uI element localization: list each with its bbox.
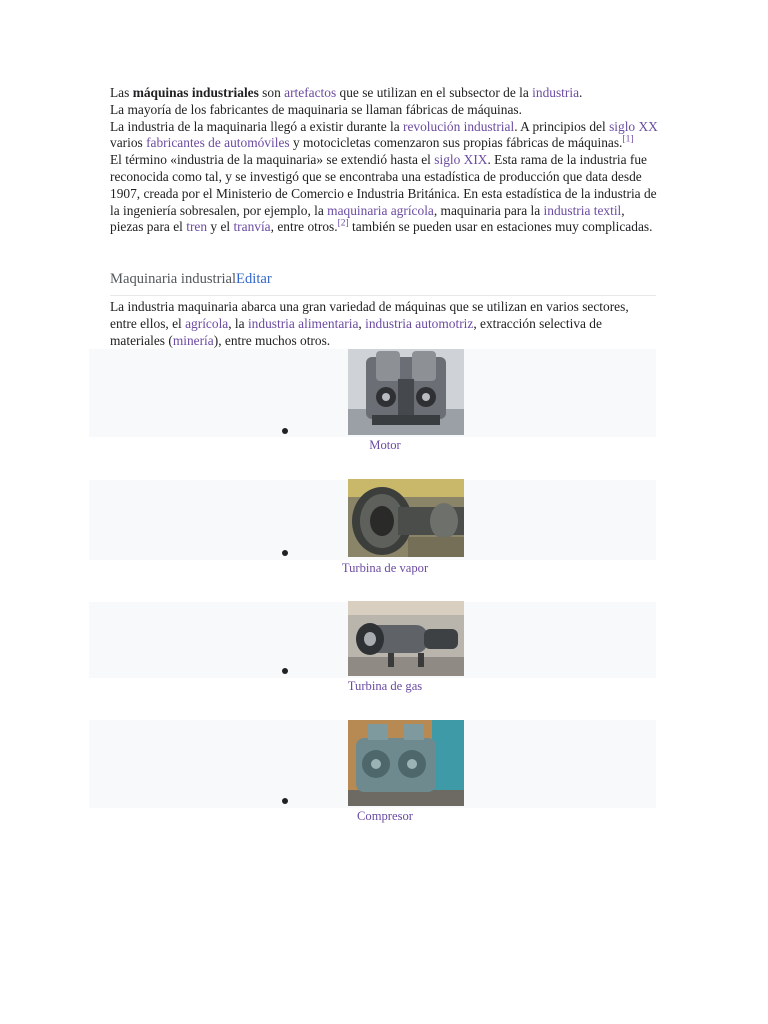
link-revolucion-industrial[interactable]: revolución industrial [403,118,515,134]
reference-2[interactable]: [2] [337,218,349,229]
text: La industria de la maquinaria llegó a existir durante la [110,118,403,134]
text: La mayoría de los fabricantes de maquinaria se llaman fábricas de máquinas. [110,101,522,117]
link-maquinaria-agricola[interactable]: maquinaria agrícola [327,202,434,218]
link-tren[interactable]: tren [186,219,208,235]
bullet-icon [282,668,288,674]
text: . [579,85,583,100]
link-industria-textil[interactable]: industria textil [543,202,622,218]
link-fabricantes-automoviles[interactable]: fabricantes de automóviles [146,135,290,151]
text: , maquinaria para la [433,202,544,218]
link-industria-automotriz[interactable]: industria automotriz [365,315,474,331]
gallery-caption[interactable]: Compresor [357,809,413,823]
text: también se pueden usar en estaciones muy complicadas. [348,219,653,235]
text: y motocicletas comenzaron sus propias fábricas de máquinas. [289,135,623,151]
section-paragraph [110,299,658,349]
gallery-caption[interactable]: Turbina de vapor [341,561,429,575]
section-divider [110,295,656,296]
text: , extracción selectiva de materiales ( [110,315,602,348]
link-artefactos[interactable]: artefactos [284,85,337,100]
text: Las [110,85,133,100]
text: , [358,315,366,331]
text: . Esta rama de la industria fue reconocida como tal, y se investigó que se encontraba una estadística de producción que data desde 1907, creada por el Ministerio de Comercio e Industria Británica. En esta estadística de la industria de la ingeniería sobresalen, por ejemplo, la [110,152,657,218]
link-agricola[interactable]: agrícola [185,315,229,331]
bullet-icon [282,428,288,434]
link-tranvia[interactable]: tranvía [233,219,271,235]
text: varios [110,135,147,151]
bullet-icon [282,798,288,804]
article-intro [110,85,660,236]
engine-photo[interactable] [348,349,464,435]
gas-turbine-photo[interactable] [348,601,464,676]
link-mineria[interactable]: minería [172,332,214,348]
compressor-photo[interactable] [348,720,464,806]
reference-1[interactable]: [1] [622,134,634,145]
section-heading [110,271,272,288]
text: y el [207,219,234,235]
link-siglo-xix[interactable]: siglo XIX [434,152,488,168]
text: , entre otros. [270,219,338,235]
link-siglo-xx[interactable]: siglo XX [609,118,658,134]
edit-link[interactable]: Editar [236,271,272,287]
text: ), entre muchos otros. [213,332,331,348]
text: , piezas para el [110,202,625,235]
link-industria-alimentaria[interactable]: industria alimentaria [247,315,359,331]
steam-turbine-photo[interactable] [348,479,464,557]
link-industria[interactable]: industria [532,85,580,100]
gallery-caption[interactable]: Turbina de gas [347,679,423,693]
section-title: Maquinaria industrial [110,271,237,287]
gallery-caption[interactable]: Motor [369,438,401,452]
bold-term: máquinas industriales [132,85,259,100]
text: El término «industria de la maquinaria» se extendió hasta el [110,152,435,168]
text: que se utilizan en el subsector de la [336,85,533,100]
text: , la [228,315,248,331]
text: La industria maquinaria abarca una gran variedad de máquinas que se utilizan en varios sectores, entre ellos, el [110,299,629,331]
intro-paragraph [110,85,660,236]
text: . A principios del [514,118,610,134]
bullet-icon [282,550,288,556]
text: son [258,85,285,100]
